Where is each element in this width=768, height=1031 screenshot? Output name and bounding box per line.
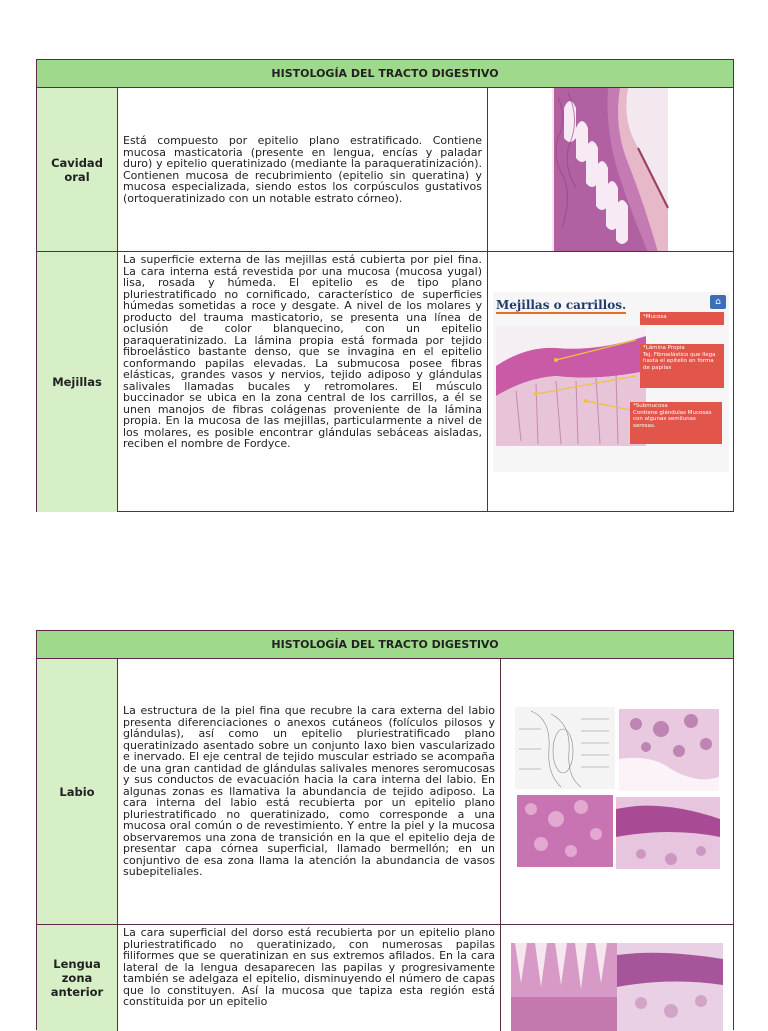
cheek-histology-figure [488, 252, 733, 512]
table-header: HISTOLOGÍA DEL TRACTO DIGESTIVO [37, 631, 733, 659]
home-icon[interactable]: ⌂ [710, 295, 726, 309]
annotation-submucosa: *Submucosa Contiene glándulas Mucosas con algunas semilunas serosas. [630, 402, 722, 444]
cheek-micrograph [496, 326, 646, 446]
histology-table-2 [36, 630, 734, 1030]
lip-histology-images [501, 659, 733, 924]
figure-title: Mejillas o carrillos. [496, 298, 627, 312]
row-label: Labio [37, 659, 118, 924]
row-text: La superficie externa de las mejillas está cubierta por piel fina. La cara interna está revestida por una mucosa (mucosa yugal) lisa, rosada y húmeda. El epitelio es de tipo plano pluriestratificado no cornificado, característico de superficies húmedas sometidas a roce y desgate. A nivel de los molares y producto del trauma masticatorio, se presenta una línea de oclusión de color blanquecino, con un epitelio paraqueratinizado. La lámina propia está formada por tejido fibroelástico bastante denso, que se invagina en el epitelio conformando papilas elevadas. La submucosa posee fibras elásticas, grandes vasos y nervios, tejido adiposo y glándulas salivales llamadas bucales y retromolares. El músculo buccinador se ubica en la zona central de los carrillos, a él se unen manojos de fibras colágenas proveniente de la lámina propia. En la mucosa de las mejillas, particularmente a nivel de los molares, es posible encontrar glándulas sebáceas aisladas, reciben el nombre de Fordyce. [118, 252, 488, 512]
row-text: La estructura de la piel fina que recubre la cara externa del labio presenta diferenciaciones o anexos cutáneos (folículos pilosos y glándulas), así como un epitelio pluriestratificado plano queratinizado asentado sobre un conjunto laxo bien vascularizado e inervado. El eje central de tejido muscular estriado se acompaña de una gran cantidad de glándulas salivales menores seromucosas y sus conductos de evacuación hacia la cara interna del labio. En algunas zonas es llamativa la abundancia de tejido adiposo. La cara interna del labio está recubierta por un epitelio plano pluriestratificado no queratinizado, como corresponde a una mucosa oral común o de revestimiento. Y entre la piel y la mucosa observaremos una zona de transición en la que el epitelio deja de presentar capa córnea superficial, llamado bermellón; en un conjuntivo de esa zona llama la atención la abundancia de vasos subepiteliales. [118, 659, 501, 924]
histology-table-1 [36, 59, 734, 512]
row-text: Está compuesto por epitelio plano estratificado. Contiene mucosa masticatoria (presente en lengua, encías y paladar duro) y epitelio queratinizado (mediante la paraqueratinización). Contienen mucosa de recubrimiento (epitelio sin queratina) y mucosa especializada, siendo estos los corpúsculos gustativos (ortoqueratinizado con un notable estrato córneo). [118, 88, 488, 251]
lip-micrographs [501, 659, 733, 924]
tongue-histology-images [501, 925, 733, 1031]
oral-cavity-histology-image [488, 88, 733, 251]
table-row-mejillas [37, 252, 733, 512]
row-label: Lengua zona anterior [37, 925, 118, 1031]
row-label: Cavidad oral [37, 88, 118, 251]
row-text: La cara superficial del dorso está recubierta por un epitelio plano pluriestratificado no queratinizado, con numerosas papilas filiformes que se queratinizan en sus extremos afilados. En la cara lateral de la lengua desaparecen las papilas y progresivamente también se adelgaza el epitelio, disminuyendo el número de capas que lo constituyen. Así la mucosa que tapiza esta región está constituida por un epitelio [118, 925, 501, 1031]
annotation-lamina-propia: *Lámina Propia Tej. Fibroelástico que llega hasta el epitelio en forma de papilas [640, 344, 724, 388]
row-label: Mejillas [37, 252, 118, 512]
table-header: HISTOLOGÍA DEL TRACTO DIGESTIVO [37, 60, 733, 88]
oral-mucosa-micrograph [488, 88, 733, 251]
table-row-cavidad-oral [37, 88, 733, 252]
tongue-micrographs [501, 925, 733, 1031]
annotation-mucosa: *Mucosa [640, 312, 724, 325]
table-row-lengua-anterior [37, 925, 733, 1031]
table-row-labio [37, 659, 733, 925]
